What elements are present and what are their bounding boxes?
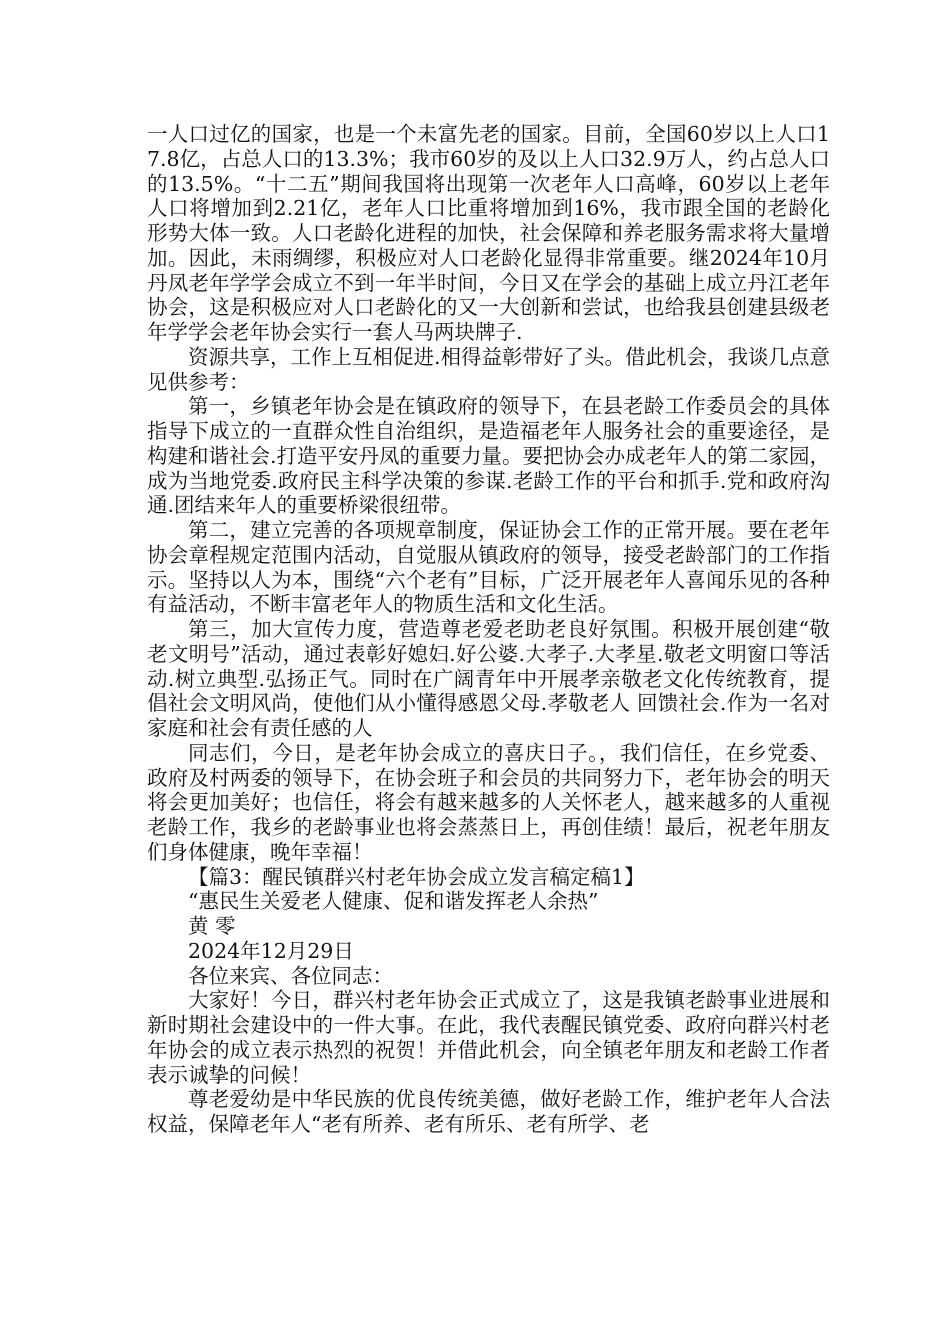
speech-author: 黄 零 [188, 914, 236, 938]
paragraph-point-two: 第二，建立完善的各项规章制度，保证协会工作的正常开展。要在老年协会章程规定范围内活动，自觉服从镇政府的领导，接受老龄部门的工作指示。坚持以人为本，围绕“六个老有”目标，广泛开展老年人喜闻乐见的各种有益活动，不断丰富老年人的物质生活和文化生活。 [147, 518, 830, 617]
speech-subtitle: “惠民生关爱老人健康、促和谐发挥老人余热” [188, 889, 599, 914]
speech-date: 2024年12月29日 [188, 938, 354, 963]
paragraph-point-three: 第三，加大宣传力度，营造尊老爱老助老良好氛围。积极开展创建“敬老文明号”活动，通过表彰好媳妇.好公婆.大孝子.大孝星.敬老文明窗口等活动.树立典型.弘扬正气。同时在广阔青年中开展孝亲敬老文化传统教育，提倡社会文明风尚，使他们从小懂得感恩父母.孝敬老人 回馈社会.作为一名对家庭和社会有责任感的人 [147, 617, 830, 740]
paragraph-greeting: 大家好！今日，群兴村老年协会正式成立了，这是我镇老龄事业进展和新时期社会建设中的一件大事。在此，我代表醒民镇党委、政府向群兴村老年协会的成立表示热烈的祝贺！并借此机会，向全镇老年朋友和老龄工作者表示诚挚的问候！ [147, 988, 830, 1087]
speech-salutation: 各位来宾、各位同志： [188, 963, 393, 988]
section-heading: 【篇3：醒民镇群兴村老年协会成立发言稿定稿1】 [188, 864, 645, 889]
paragraph-closing-remarks: 同志们，今日，是老年协会成立的喜庆日子。，我们信任，在乡党委、政府及村两委的领导下，在协会班子和会员的共同努力下，老年协会的明天将会更加美好；也信任，将会有越来越多的人关怀老人，越来越多的人重视老龄工作，我乡的老龄事业也将会蒸蒸日上，再创佳绩！最后，祝老年朋友们身体健康，晚年幸福！ [147, 740, 830, 864]
paragraph-resource-sharing: 资源共享，工作上互相促进.相得益彰带好了头。借此机会，我谈几点意见供参考： [147, 344, 831, 394]
paragraph-population-aging: 一人口过亿的国家，也是一个未富先老的国家。目前，全国60岁以上人口17.8亿，占总人口的13.3%；我市60岁的及以上人口32.9万人，约占总人口的13.5%。“十二五”期间我国将出现第一次老年人口高峰，60岁以上老年人口将增加到2.21亿，老年人口比重将增加到16%，我市跟全国的老龄化形势大体一致。人口老龄化进程的加快，社会保障和养老服务需求将大量增加。因此，未雨绸缪，积极应对人口老龄化显得非常重要。继2024年10月丹凤老年学学会成立不到一年半时间，今日又在学会的基础上成立丹江老年协会，这是积极应对人口老龄化的又一大创新和尝试，也给我县创建县级老年学学会老年协会实行一套人马两块牌子. [147, 122, 830, 344]
paragraph-point-one: 第一，乡镇老年协会是在镇政府的领导下，在县老龄工作委员会的具体指导下成立的一直群众性自治组织，是造福老年人服务社会的重要途径，是构建和谐社会.打造平安丹凤的重要力量。要把协会办成老年人的第二家园，成为当地党委.政府民主科学决策的参谋.老龄工作的平台和抓手.党和政府沟通.团结来年人的重要桥梁很纽带。 [147, 394, 831, 518]
document-page [147, 122, 830, 1137]
paragraph-respect-elders: 尊老爱幼是中华民族的优良传统美德，做好老龄工作，维护老年人合法权益，保障老年人“老有所养、老有所乐、老有所学、老 [147, 1087, 830, 1136]
